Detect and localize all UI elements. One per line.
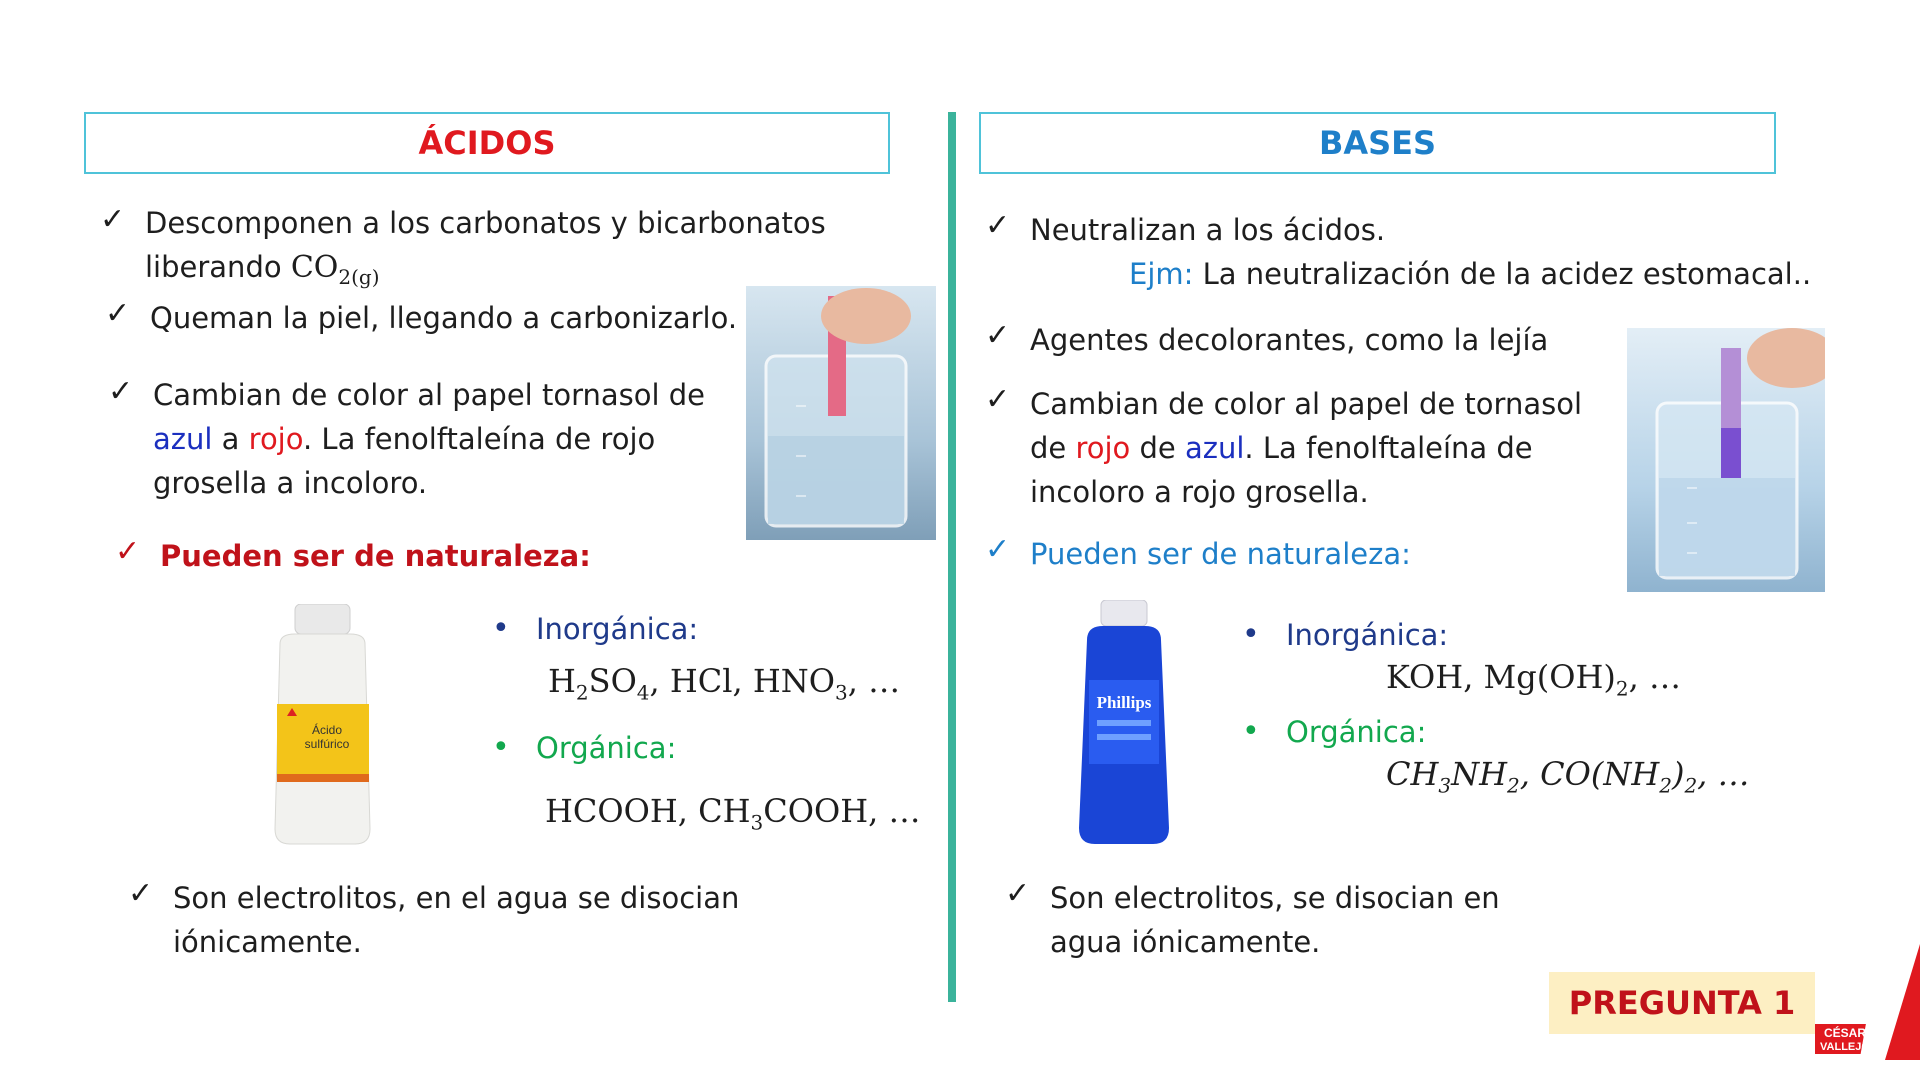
pregunta-badge: PREGUNTA 1 — [1549, 972, 1815, 1034]
bases-point-last-line1: Son electrolitos, se disocian en — [1050, 881, 1500, 915]
acids-point-3-line3: grosella a incoloro. — [153, 466, 428, 500]
bases-point-1: Neutralizan a los ácidos. — [1030, 213, 1386, 247]
check-icon: ✓ — [115, 534, 141, 569]
check-icon: ✓ — [985, 318, 1011, 353]
bases-title-box — [979, 112, 1776, 174]
bullet-icon: • — [492, 611, 510, 646]
bullet-icon: • — [1242, 617, 1260, 652]
acids-point-1-line1: Descomponen a los carbonatos y bicarbonatos — [145, 206, 826, 240]
check-icon: ✓ — [985, 208, 1011, 243]
svg-text:Phillips: Phillips — [1096, 693, 1152, 712]
svg-text:CÉSAR: CÉSAR — [1823, 1026, 1867, 1040]
bases-inorganic-formula: KOH, $Mg(OH)_2$, … — [1386, 658, 1681, 701]
check-icon: ✓ — [105, 296, 131, 331]
bases-point-last-line2: agua iónicamente. — [1050, 925, 1321, 959]
check-icon: ✓ — [985, 532, 1011, 567]
check-icon: ✓ — [108, 374, 134, 409]
acids-point-3-line1: Cambian de color al papel tornasol de — [153, 378, 706, 412]
bases-point-3-line1: Cambian de color al papel de tornasol — [1030, 387, 1583, 421]
bases-nature-heading: Pueden ser de naturaleza: — [1030, 537, 1411, 571]
column-divider — [948, 112, 956, 1002]
bases-organic-formula: $CH_3NH_2$, $CO(NH_2)_2$, … — [1386, 755, 1750, 798]
acids-point-3-line2: azul a rojo. La fenolftaleína de rojo — [153, 422, 656, 456]
bases-organic-label: Orgánica: — [1286, 715, 1427, 749]
acids-nature-heading: Pueden ser de naturaleza: — [160, 539, 591, 573]
check-icon: ✓ — [1005, 876, 1031, 911]
bullet-icon: • — [492, 730, 510, 765]
acids-point-last-line2: iónicamente. — [173, 925, 362, 959]
svg-text:Ácido: Ácido — [311, 723, 343, 737]
bases-point-3-line2: de rojo de azul. La fenolftaleína de — [1030, 431, 1533, 465]
sulfuric-acid-bottle — [265, 604, 380, 846]
acids-organic-label: Orgánica: — [536, 731, 677, 765]
acids-point-1-line2: liberando $CO_{2(g)}$ — [145, 250, 380, 289]
check-icon: ✓ — [128, 876, 154, 911]
bases-example: Ejm: La neutralización de la acidez estomacal.. — [1129, 257, 1812, 291]
phillips-bottle — [1073, 600, 1175, 846]
acids-title: ÁCIDOS — [418, 124, 556, 162]
bullet-icon: • — [1242, 714, 1260, 749]
acids-organic-formula: HCOOH, $CH_3COOH$, … — [545, 792, 921, 835]
acids-inorganic-formula: $H_2SO_4$, HCl, $HNO_3$, … — [548, 662, 901, 705]
acids-point-last-line1: Son electrolitos, en el agua se disocian — [173, 881, 740, 915]
check-icon: ✓ — [100, 202, 126, 237]
svg-text:sulfúrico: sulfúrico — [304, 737, 350, 751]
bases-point-3-line3: incoloro a rojo grosella. — [1030, 475, 1369, 509]
bases-inorganic-label: Inorgánica: — [1286, 618, 1449, 652]
acid-beaker-photo — [746, 286, 936, 540]
acids-point-2: Queman la piel, llegando a carbonizarlo. — [150, 301, 738, 335]
base-beaker-photo — [1627, 328, 1825, 592]
check-icon: ✓ — [985, 382, 1011, 417]
acids-inorganic-label: Inorgánica: — [536, 612, 699, 646]
cesar-vallejo-logo — [1815, 944, 1920, 1060]
bases-title: BASES — [1318, 124, 1437, 162]
bases-point-2: Agentes decolorantes, como la lejía — [1030, 323, 1549, 357]
acids-title-box — [84, 112, 890, 174]
svg-text:VALLEJO: VALLEJO — [1820, 1041, 1870, 1053]
